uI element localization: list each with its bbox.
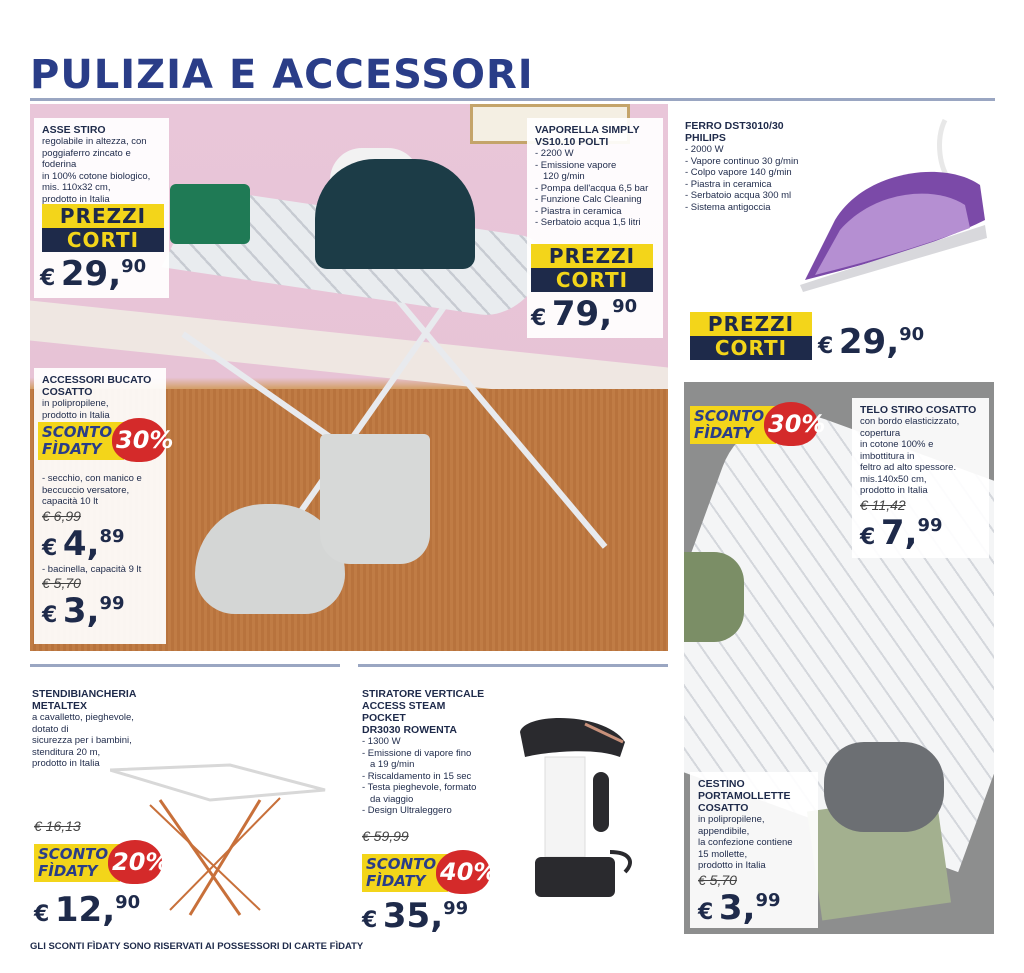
- product-stendibiancheria: [32, 688, 192, 770]
- item2-old-price: € 5,70: [42, 575, 81, 591]
- product-desc: a cavalletto, pieghevole, dotato di sicurezza per i bambini, stenditura 20 m, prodotto in Italia: [32, 712, 134, 769]
- item1-price: € 4,89: [42, 523, 125, 564]
- product-name: STIRATORE VERTICALE ACCESS STEAM POCKET DR3030 ROWENTA: [362, 688, 485, 736]
- product-stiratore: [362, 688, 512, 817]
- product-cestino: [690, 772, 818, 928]
- product-name: TELO STIRO COSATTO: [860, 404, 977, 416]
- product-telo-stiro: [852, 398, 989, 558]
- footer-note: GLI SCONTI FÌDATY SONO RISERVATI AI POSSESSORI DI CARTE FÌDATY: [30, 941, 364, 952]
- item2-price: € 3,99: [42, 591, 125, 631]
- price-asse: € 29,90: [40, 254, 147, 294]
- product-ferro: [685, 120, 805, 213]
- item2-desc: - bacinella, capacità 9 lt: [42, 563, 142, 575]
- product-desc: - 1300 W - Emissione di vapore fino a 19 g/min - Riscaldamento in 15 sec - Testa pieghevole, formato da viaggio - Design Ultraleggero: [362, 736, 477, 816]
- item1-desc: - secchio, con manico e beccuccio versatore, capacità 10 lt: [42, 473, 142, 507]
- product-name: VAPORELLA SIMPLY VS10.10 POLTI: [535, 124, 640, 148]
- divider: [358, 664, 668, 667]
- product-desc: con bordo elasticizzato, copertura in cotone 100% e imbottitura in feltro ad alto spessore. mis.140x50 cm, prodotto in Italia: [860, 416, 960, 496]
- price-telo: € 7,99: [860, 512, 943, 553]
- product-name: FERRO DST3010/30 PHILIPS: [685, 120, 784, 144]
- product-desc: - 2000 W - Vapore continuo 30 g/min - Colpo vapore 140 g/min - Piastra in ceramica - Serbatoio acqua 300 ml - Sistema antigoccia: [685, 144, 799, 213]
- price-ferro: € 29,90: [818, 322, 925, 362]
- product-name: STENDIBIANCHERIA METALTEX: [32, 688, 137, 712]
- product-desc: regolabile in altezza, con poggiaferro zincato e foderina in 100% cotone biologico, mis. 110x32 cm, prodotto in Italia: [42, 136, 151, 205]
- product-desc: in polipropilene, prodotto in Italia: [42, 398, 110, 421]
- divider: [30, 664, 340, 667]
- top-divider: [30, 98, 995, 101]
- page-title: PULIZIA E ACCESSORI: [30, 52, 534, 98]
- product-name: ASSE STIRO: [42, 124, 106, 136]
- price-vaporella: € 79,90: [531, 294, 638, 334]
- sconto-fidaty-badge: SCONTO FÌDATY 40%: [362, 848, 492, 894]
- sconto-fidaty-badge: SCONTO FÌDATY 20%: [34, 838, 164, 884]
- product-name: CESTINO PORTAMOLLETTE COSATTO: [698, 778, 791, 814]
- price-stiratore: € 35,99: [362, 896, 469, 936]
- philips-iron-image: [795, 110, 995, 300]
- product-desc: in polipropilene, appendibile, la confezione contiene 15 mollette, prodotto in Italia: [698, 814, 793, 871]
- price-cestino: € 3,99: [698, 887, 781, 928]
- prezzi-corti-badge: PREZZI CORTI: [531, 244, 653, 292]
- old-price: € 16,13: [34, 818, 81, 834]
- old-price: € 59,99: [362, 828, 409, 844]
- old-price: € 11,42: [860, 496, 906, 513]
- price-stendi: € 12,90: [34, 890, 141, 930]
- sconto-fidaty-badge: SCONTO FÌDATY 30%: [38, 416, 168, 462]
- prezzi-corti-badge: PREZZI CORTI: [42, 204, 164, 252]
- product-name: ACCESSORI BUCATO COSATTO: [42, 374, 152, 398]
- prezzi-corti-badge: PREZZI CORTI: [690, 312, 812, 360]
- product-desc: - 2200 W - Emissione vapore 120 g/min - Pompa dell'acqua 6,5 bar - Funzione Calc Cleaning - Piastra in ceramica - Serbatoio acqua 1,5 litri: [535, 148, 649, 228]
- old-price: € 5,70: [698, 871, 737, 888]
- product-accessori-bucato: [34, 368, 166, 644]
- sconto-fidaty-badge: SCONTO FÌDATY 30%: [690, 400, 820, 446]
- garment-steamer-image: [515, 712, 635, 907]
- item1-old-price: € 6,99: [42, 507, 81, 524]
